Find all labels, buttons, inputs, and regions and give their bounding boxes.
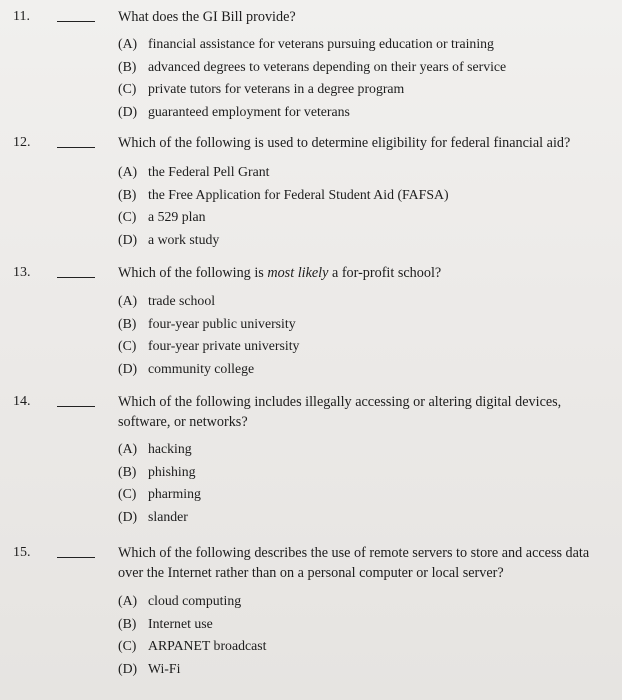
option-d	[118, 358, 299, 381]
option-letter: (D)	[118, 103, 138, 119]
option-letter: (C)	[118, 638, 137, 653]
option-d	[118, 506, 201, 529]
option-letter: (D)	[118, 508, 138, 524]
option-d	[118, 658, 266, 681]
option-letter: (C)	[118, 486, 137, 501]
answer-options	[118, 33, 506, 123]
question-number: 12.	[13, 135, 31, 150]
answer-blank	[57, 277, 95, 278]
option-letter: (A)	[118, 164, 138, 179]
option-letter: (B)	[118, 315, 137, 331]
option-letter: (A)	[118, 36, 138, 51]
stem-emphasis: most likely	[267, 265, 329, 281]
option-text: phishing	[148, 463, 196, 479]
option-text: four-year public university	[148, 315, 296, 331]
option-letter: (C)	[118, 209, 137, 224]
option-c	[118, 206, 449, 229]
option-b	[118, 313, 299, 336]
option-a	[118, 161, 449, 184]
option-letter: (D)	[118, 360, 138, 376]
answer-options	[118, 590, 266, 680]
stem-line: over the Internet rather than on a personal computer or local server?	[118, 565, 504, 581]
option-text: a work study	[148, 231, 220, 247]
answer-blank	[57, 147, 95, 148]
option-text: advanced degrees to veterans depending on their years of service	[148, 58, 507, 74]
answer-blank	[57, 557, 95, 558]
stem-line: Which of the following describes the use of remote servers to store and access data	[118, 545, 590, 561]
question-number: 15.	[13, 545, 31, 560]
question-stem	[118, 543, 608, 583]
question-stem: What does the GI Bill provide?	[118, 9, 296, 25]
option-text: a 529 plan	[148, 209, 206, 224]
answer-blank	[57, 406, 95, 407]
option-letter: (B)	[118, 186, 137, 202]
option-d	[118, 229, 449, 252]
question-number: 13.	[13, 265, 31, 280]
option-b	[118, 184, 449, 207]
option-letter: (B)	[118, 615, 137, 631]
stem-text: a for-profit school?	[328, 265, 442, 281]
stem-text: Which of the following is	[118, 265, 268, 281]
answer-options	[118, 290, 299, 380]
option-c	[118, 78, 506, 101]
option-d	[118, 101, 506, 124]
question-number: 14.	[13, 394, 31, 409]
stem-line: Which of the following includes illegally accessing or altering digital devices,	[118, 394, 562, 410]
option-text: hacking	[148, 441, 192, 456]
option-text: private tutors for veterans in a degree program	[148, 81, 405, 96]
option-text: trade school	[148, 293, 216, 308]
option-a	[118, 590, 266, 613]
option-letter: (C)	[118, 338, 137, 353]
option-text: slander	[148, 508, 188, 524]
option-c	[118, 335, 299, 358]
option-b	[118, 461, 201, 484]
option-text: ARPANET broadcast	[148, 638, 267, 653]
option-text: cloud computing	[148, 593, 242, 608]
answer-options	[118, 161, 449, 251]
option-letter: (A)	[118, 293, 138, 308]
option-letter: (A)	[118, 593, 138, 608]
option-letter: (B)	[118, 463, 137, 479]
option-text: four-year private university	[148, 338, 300, 353]
option-letter: (D)	[118, 231, 138, 247]
answer-blank	[57, 21, 95, 22]
answer-options	[118, 438, 201, 528]
option-c	[118, 635, 266, 658]
option-text: Internet use	[148, 615, 213, 631]
option-letter: (B)	[118, 58, 137, 74]
option-a	[118, 33, 506, 56]
question-number: 11.	[13, 9, 30, 24]
option-text: guaranteed employment for veterans	[148, 103, 350, 119]
option-a	[118, 290, 299, 313]
option-text: the Free Application for Federal Student Aid (FAFSA)	[148, 186, 449, 202]
option-b	[118, 56, 506, 79]
question-stem	[118, 392, 608, 432]
option-letter: (A)	[118, 441, 138, 456]
question-stem	[118, 263, 608, 283]
option-c	[118, 483, 201, 506]
option-a	[118, 438, 201, 461]
option-b	[118, 613, 266, 636]
option-text: the Federal Pell Grant	[148, 164, 270, 179]
question-stem: Which of the following is used to determine eligibility for federal financial aid?	[118, 135, 571, 151]
option-letter: (C)	[118, 81, 137, 96]
option-text: pharming	[148, 486, 201, 501]
option-text: community college	[148, 360, 255, 376]
option-letter: (D)	[118, 660, 138, 676]
stem-line: software, or networks?	[118, 414, 248, 430]
option-text: Wi-Fi	[148, 660, 181, 676]
option-text: financial assistance for veterans pursuing education or training	[148, 36, 494, 51]
